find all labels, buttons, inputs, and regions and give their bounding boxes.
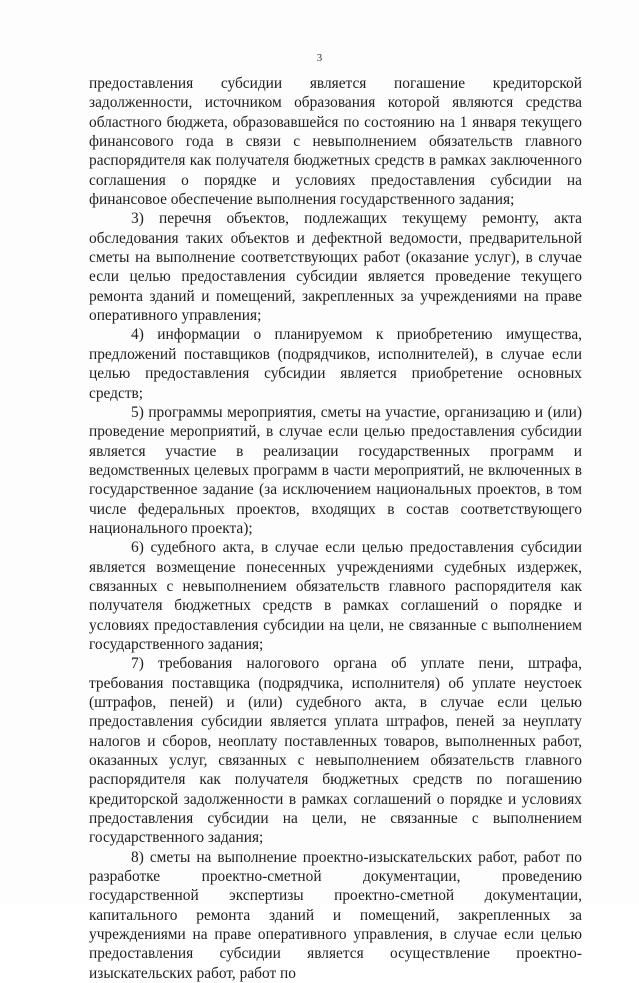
paragraph-item-7: 7) требования налогового органа об уплате пени, штрафа, требования поставщика (подрядчика, исполнителя) об уплате неустоек (штрафов, пеней) и (или) судебного акта, в случае если целью предоставления субсидии является уплата штрафов, пеней за неуплату налогов и сборов, неоплату поставленных товаров, выполненных работ, оказанных услуг, связанных с невыполнением обязательств главного распорядителя как получателя бюджетных средств по погашению кредиторской задолженности в рамках соглашений о порядке и условиях предоставления субсидии на цели, не связанные с выполнением государственного задания; [89, 655, 582, 847]
paragraph-item-4: 4) информации о планируемом к приобретению имущества, предложений поставщиков (подрядчиков, исполнителей), в случае если целью предоставления субсидии является приобретение основных средств; [89, 326, 582, 402]
document-body [89, 74, 582, 983]
paragraph-item-6: 6) судебного акта, в случае если целью предоставления субсидии является возмещение понесенных учреждениями судебных издержек, связанных с невыполнением обязательств главного распорядителя как получателя бюджетных средств в рамках соглашений о порядке и условиях предоставления субсидии на цели, не связанные с выполнением государственного задания; [89, 539, 582, 653]
paragraph-item-3: 3) перечня объектов, подлежащих текущему ремонту, акта обследования таких объектов и дефектной ведомости, предварительной сметы на выполнение соответствующих работ (оказание услуг), в случае если целью предоставления субсидии является проведение текущего ремонта зданий и помещений, закрепленных за учреждениями на праве оперативного управления; [89, 210, 582, 325]
page-number: 3 [316, 52, 323, 64]
paragraph-item-8: 8) сметы на выполнение проектно-изыскательских работ, работ по разработке проектно-сметной документации, проведению государственной экспертизы проектно-сметной документации, капитального ремонта зданий и помещений, закрепленных за учреждениями на праве оперативного управления, в случае если целью предоставления субсидии является осуществление проектно-изыскательских работ, работ по [89, 848, 582, 982]
paragraph-item-5: 5) программы мероприятия, сметы на участие, организацию и (или) проведение мероприятий, в случае если целью предоставления субсидии является участие в реализации государственных программ и ведомственных целевых программ в части мероприятий, не включенных в государственное задание (за исключением национальных проектов, в том числе федеральных проектов, входящих в состав соответствующего национального проекта); [89, 403, 582, 537]
paragraph-continuation: предоставления субсидии является погашение кредиторской задолженности, источником образования которой являются средства областного бюджета, образовавшейся по состоянию на 1 января текущего финансового года в связи с невыполнением обязательств главного распорядителя как получателя бюджетных средств в рамках заключенного соглашения о порядке и условиях предоставления субсидии на финансовое обеспечение выполнения государственного задания; [89, 75, 582, 209]
